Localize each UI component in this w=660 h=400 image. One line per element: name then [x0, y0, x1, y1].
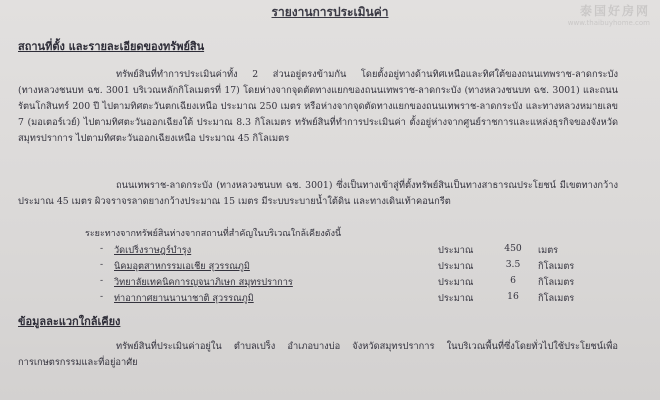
distance-place: วัดเปร็งราษฎร์บำรุง — [114, 245, 192, 256]
section-heading-location: สถานที่ตั้ง และรายละเอียดของทรัพย์สิน — [18, 40, 205, 53]
distance-unit: กิโลเมตร — [538, 277, 575, 288]
bullet-dash: - — [100, 291, 104, 302]
page-title: รายงานการประเมินค่า — [271, 5, 389, 19]
section-heading-neighborhood: ข้อมูลละแวกใกล้เคียง — [18, 315, 121, 328]
distance-approx: ประมาณ — [438, 277, 474, 288]
distance-row — [100, 275, 580, 291]
paragraph-location-text: ทรัพย์สินที่ทำการประเมินค่าทั้ง 2 ส่วนอยู่ตรงข้ามกัน โดยตั้งอยู่ทางด้านทิศเหนือและทิศใต้ของถนนเทพราช-ลาดกระบัง (ทางหลวงชนบท ฉช. 3001 บริเวณหลักกิโลเมตรที่ 17) โดยห่างจากจุดตัดทางแยกของถนนเทพราช-ลาดกระบัง (ทางหลวงชนบท ฉช. 3001) และถนนรัตนโกสินทร์ 200 ปี ไปตามทิศตะวันตกเฉียงเหนือ ประมาณ 250 เมตร หรือห่างจากจุดตัดทางแยกของถนนเทพราช-ลาดกระบัง และทางหลวงหมายเลข 7 (มอเตอร์เวย์) ไปตามทิศตะวันออกเฉียงใต้ ประมาณ 8.3 กิโลเมตร ทรัพย์สินที่ทำการประเมินค่า ตั้งอยู่ห่างจากศูนย์ราชการและแหล่งธุรกิจของจังหวัดสมุทรปราการ ไปตามทิศตะวันออกเฉียงเหนือ ประมาณ 45 กิโลเมตร — [18, 69, 618, 144]
distance-row — [100, 259, 580, 275]
paragraph-location — [18, 67, 618, 147]
paragraph-neighborhood — [18, 339, 618, 371]
distance-unit: กิโลเมตร — [538, 261, 575, 272]
distances-header: ระยะทางจากทรัพย์สินห่างจากสถานที่สำคัญในบริเวณใกล้เคียงดังนี้ — [85, 229, 342, 239]
watermark-url: www.thaibuyhome.com — [567, 19, 650, 27]
distance-value: 3.5 — [505, 259, 521, 270]
distance-value: 6 — [510, 275, 516, 286]
bullet-dash: - — [100, 259, 104, 270]
watermark-text: 泰国好房网 — [579, 4, 650, 18]
paragraph-road — [18, 178, 618, 210]
distance-unit: เมตร — [538, 245, 559, 256]
paragraph-road-text: ถนนเทพราช-ลาดกระบัง (ทางหลวงชนบท ฉช. 3001) ซึ่งเป็นทางเข้าสู่ที่ตั้งทรัพย์สินเป็นทางสาธารณประโยชน์ มีเขตทางกว้างประมาณ 45 เมตร ผิวจราจรลาดยางกว้างประมาณ 15 เมตร มีระบบระบายน้ำใต้ดิน และทางเดินเท้าคอนกรีต — [18, 180, 618, 207]
distance-approx: ประมาณ — [438, 261, 474, 272]
distance-place: ท่าอากาศยานนานาชาติ สุวรรณภูมิ — [114, 293, 254, 304]
distance-place: วิทยาลัยเทคนิคการญจนาภิเษก สมุทรปราการ — [114, 277, 293, 288]
bullet-dash: - — [100, 243, 104, 254]
distance-row — [100, 291, 580, 307]
distance-value: 16 — [507, 291, 519, 302]
distances-list — [100, 243, 580, 307]
distance-unit: กิโลเมตร — [538, 293, 575, 304]
paragraph-neighborhood-text: ทรัพย์สินที่ประเมินค่าอยู่ใน ตำบลเปร็ง อำเภอบางบ่อ จังหวัดสมุทรปราการ ในบริเวณพื้นที่ซึ่งโดยทั่วไปใช้ประโยชน์เพื่อการเกษตรกรรมและที่อยู่อาศัย — [18, 341, 618, 368]
bullet-dash: - — [100, 275, 104, 286]
distance-value: 450 — [504, 243, 522, 254]
distance-row — [100, 243, 580, 259]
distance-approx: ประมาณ — [438, 245, 474, 256]
distance-place: นิคมอุตสาหกรรมเอเชีย สุวรรณภูมิ — [114, 261, 250, 272]
distance-approx: ประมาณ — [438, 293, 474, 304]
